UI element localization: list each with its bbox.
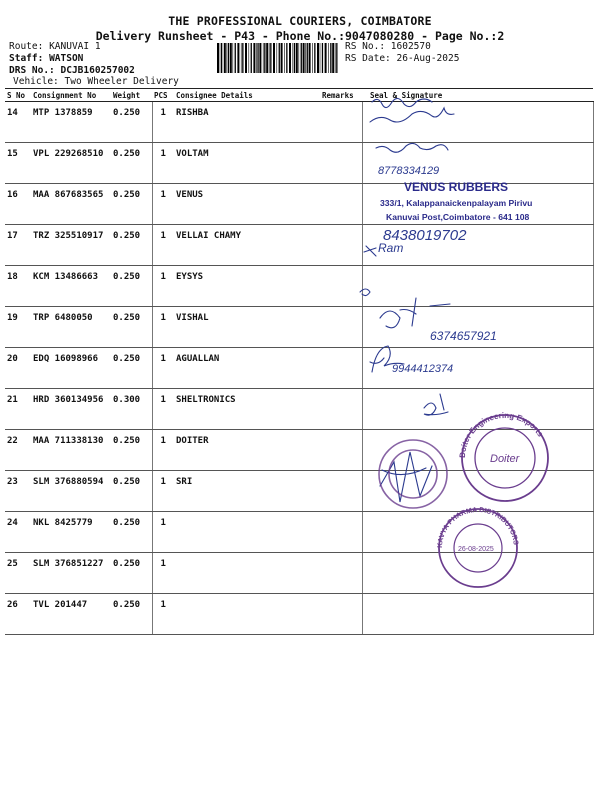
table-row (5, 430, 593, 471)
row-remarks (320, 225, 362, 266)
venus-stamp-address-2: Kanuvai Post,Coimbatore - 641 108 (386, 212, 530, 222)
barcode-bar (269, 43, 270, 73)
barcode-bar (303, 43, 305, 73)
row-remarks (320, 348, 362, 389)
handwritten-name-row17: Ram (378, 241, 404, 255)
table-row (5, 225, 593, 266)
row-remarks (320, 512, 362, 553)
row-consignment-no: TRZ 325510917 (31, 225, 111, 266)
barcode-bar (309, 43, 311, 73)
barcode-bar (266, 43, 268, 73)
table-row (5, 389, 593, 430)
row-seal-signature (362, 307, 593, 348)
row-remarks (320, 307, 362, 348)
table-row (5, 143, 593, 184)
pharma-stamp-date: 26-08-2025 (458, 546, 494, 553)
barcode-bar (263, 43, 264, 73)
row-pcs: 1 (152, 512, 174, 553)
row-seal-signature (362, 348, 593, 389)
doiter-stamp-ring-text: Doiter Engineering Exports (457, 410, 546, 459)
barcode-bar (256, 43, 257, 73)
table-row (5, 594, 593, 635)
row-pcs: 1 (152, 471, 174, 512)
row-sno: 18 (5, 266, 31, 307)
drs-label: DRS No.: (9, 65, 55, 76)
row-seal-signature (362, 512, 593, 553)
row-seal-signature (362, 225, 593, 266)
barcode-bar (301, 43, 302, 73)
row-weight: 0.250 (111, 225, 152, 266)
row-sno: 19 (5, 307, 31, 348)
row-weight: 0.250 (111, 266, 152, 307)
row-consignee: VISHAL (174, 307, 320, 348)
row-consignee (174, 512, 320, 553)
barcode-bar (314, 43, 315, 73)
row-consignee: SHELTRONICS (174, 389, 320, 430)
barcode-bar (221, 43, 222, 73)
barcode-bar (257, 43, 258, 73)
row-seal-signature (362, 471, 593, 512)
row-seal-signature (362, 184, 593, 225)
staff-line (9, 53, 83, 65)
barcode-bar (293, 43, 294, 73)
row-seal-signature (362, 389, 593, 430)
barcode-bar (294, 43, 295, 73)
row-weight: 0.250 (111, 184, 152, 225)
row-weight: 0.250 (111, 553, 152, 594)
row-consignment-no: KCM 13486663 (31, 266, 111, 307)
barcode-bar (296, 43, 298, 73)
barcode-bar (249, 43, 250, 73)
barcode-bar (220, 43, 221, 73)
row-consignee: VOLTAM (174, 143, 320, 184)
barcode-bar (289, 43, 291, 73)
row-weight: 0.250 (111, 471, 152, 512)
row-seal-signature (362, 594, 593, 635)
row-pcs: 1 (152, 553, 174, 594)
barcode-bar (320, 43, 321, 73)
row-pcs: 1 (152, 430, 174, 471)
barcode-bar (233, 43, 234, 73)
barcode-bar (281, 43, 283, 73)
row-weight: 0.250 (111, 430, 152, 471)
barcode-bar (286, 43, 287, 73)
route-value: KANUVAI 1 (49, 41, 101, 52)
barcode-bar (237, 43, 239, 73)
table-row (5, 184, 593, 225)
vehicle-label: Vehicle: (13, 76, 59, 87)
pharma-stamp-ring-text: KAVYA PHARMA DISTRIBUTORS (436, 506, 519, 549)
table-row (5, 553, 593, 594)
barcode-bar (325, 43, 327, 73)
barcode-bar (305, 43, 306, 73)
row-consignment-no: VPL 229268510 (31, 143, 111, 184)
row-consignee: VELLAI CHAMY (174, 225, 320, 266)
barcode-bar (242, 43, 243, 73)
staff-label: Staff: (9, 53, 44, 64)
table-row (5, 102, 593, 143)
row-consignee: RISHBA (174, 102, 320, 143)
row-seal-signature (362, 143, 593, 184)
table-header-row (5, 89, 593, 102)
barcode-bar (241, 43, 242, 73)
barcode-bar (336, 43, 337, 73)
col-sno: S No (5, 89, 31, 102)
col-seal-signature: Seal & Signature (362, 89, 593, 102)
row-sno: 23 (5, 471, 31, 512)
row-consignment-no: MAA 711338130 (31, 430, 111, 471)
barcode-bar (259, 43, 261, 73)
handwritten-number-row20: 9944412374 (392, 363, 454, 375)
barcode-bar (253, 43, 255, 73)
row-consignee: AGUALLAN (174, 348, 320, 389)
row-consignment-no: SLM 376851227 (31, 553, 111, 594)
col-consignment: Consignment No (31, 89, 111, 102)
row-remarks (320, 430, 362, 471)
row-seal-signature (362, 266, 593, 307)
rs-no-label: RS No.: (345, 41, 386, 52)
venus-stamp-address-1: 333/1, Kalappanaickenpalayam Pirivu (380, 198, 533, 208)
row-remarks (320, 594, 362, 635)
col-weight: Weight (111, 89, 152, 102)
row-consignment-no: TVL 201447 (31, 594, 111, 635)
row-remarks (320, 553, 362, 594)
barcode-bar (330, 43, 331, 73)
vehicle-value: Two Wheeler Delivery (64, 76, 179, 87)
handwritten-phone-row17: 8438019702 (383, 227, 467, 244)
row-seal-signature (362, 553, 593, 594)
row-remarks (320, 143, 362, 184)
barcode-bar (251, 43, 252, 73)
barcode-bar (307, 43, 308, 73)
row-pcs: 1 (152, 143, 174, 184)
row-sno: 25 (5, 553, 31, 594)
barcode-bar (312, 43, 313, 73)
row-weight: 0.250 (111, 143, 152, 184)
doiter-stamp-center: Doiter (490, 453, 520, 465)
drs-value: DCJB160257002 (60, 65, 135, 76)
route-line (9, 41, 101, 53)
barcode-bar (217, 43, 219, 73)
row-sno: 15 (5, 143, 31, 184)
row-consignee: VENUS (174, 184, 320, 225)
rs-date-label: RS Date: (345, 53, 391, 64)
row-consignee (174, 594, 320, 635)
barcode-bar (335, 43, 336, 73)
row-sno: 24 (5, 512, 31, 553)
col-consignee: Consignee Details (174, 89, 320, 102)
row-pcs: 1 (152, 307, 174, 348)
row-pcs: 1 (152, 266, 174, 307)
rs-no-value: 1602570 (390, 41, 431, 52)
row-weight: 0.250 (111, 307, 152, 348)
row-pcs: 1 (152, 348, 174, 389)
company-title: THE PROFESSIONAL COURIERS, COIMBATORE (168, 14, 432, 28)
barcode-bar (235, 43, 236, 73)
row-weight: 0.250 (111, 348, 152, 389)
barcode-bar (277, 43, 278, 73)
runsheet-table (5, 88, 594, 635)
rs-no-line (345, 41, 431, 53)
table-row (5, 307, 593, 348)
row-sno: 17 (5, 225, 31, 266)
barcode-bar (228, 43, 229, 73)
rs-date-line (345, 53, 459, 65)
barcode-bar (264, 43, 265, 73)
row-remarks (320, 102, 362, 143)
row-sno: 16 (5, 184, 31, 225)
row-weight: 0.250 (111, 102, 152, 143)
row-remarks (320, 184, 362, 225)
barcode-bar (299, 43, 300, 73)
col-remarks: Remarks (320, 89, 362, 102)
row-pcs: 1 (152, 102, 174, 143)
row-weight: 0.250 (111, 594, 152, 635)
table-row (5, 266, 593, 307)
barcode-bar (317, 43, 319, 73)
row-consignment-no: EDQ 16098966 (31, 348, 111, 389)
vehicle-line (13, 76, 179, 88)
barcode-bar (284, 43, 285, 73)
handwritten-phone-row19: 6374657921 (430, 329, 497, 343)
row-sno: 14 (5, 102, 31, 143)
row-consignee: EYSYS (174, 266, 320, 307)
row-consignment-no: NKL 8425779 (31, 512, 111, 553)
row-seal-signature (362, 430, 593, 471)
row-remarks (320, 471, 362, 512)
runsheet-subtitle: Delivery Runsheet - P43 - Phone No.:9047080280 - Page No.:2 (95, 29, 505, 43)
barcode-bar (322, 43, 323, 73)
col-pcs: PCS (152, 89, 174, 102)
row-consignment-no: HRD 360134956 (31, 389, 111, 430)
row-pcs: 1 (152, 389, 174, 430)
row-consignee: DOITER (174, 430, 320, 471)
row-remarks (320, 266, 362, 307)
row-sno: 21 (5, 389, 31, 430)
row-consignment-no: SLM 376880594 (31, 471, 111, 512)
row-seal-signature (362, 102, 593, 143)
row-consignment-no: MAA 867683565 (31, 184, 111, 225)
row-consignee: SRI (174, 471, 320, 512)
route-label: Route: (9, 41, 44, 52)
staff-value: WATSON (49, 53, 84, 64)
row-remarks (320, 389, 362, 430)
row-consignment-no: MTP 1378859 (31, 102, 111, 143)
barcode-bar (270, 43, 271, 73)
table-row (5, 348, 593, 389)
row-consignee (174, 553, 320, 594)
row-pcs: 1 (152, 225, 174, 266)
barcode-bar (224, 43, 226, 73)
barcode-bar (245, 43, 247, 73)
barcode-bar (230, 43, 232, 73)
venus-stamp-name: VENUS RUBBERS (404, 180, 509, 194)
barcode-bar (279, 43, 280, 73)
rs-date-value: 26-Aug-2025 (396, 53, 460, 64)
row-pcs: 1 (152, 594, 174, 635)
handwritten-phone-row15: 8778334129 (378, 165, 440, 177)
barcode-bar (227, 43, 228, 73)
row-consignment-no: TRP 6480050 (31, 307, 111, 348)
barcode-bar (273, 43, 275, 73)
row-pcs: 1 (152, 184, 174, 225)
barcode-bar (332, 43, 334, 73)
barcode-bar (328, 43, 329, 73)
row-sno: 26 (5, 594, 31, 635)
barcode-image (217, 43, 339, 73)
row-sno: 22 (5, 430, 31, 471)
row-weight: 0.250 (111, 512, 152, 553)
row-sno: 20 (5, 348, 31, 389)
row-weight: 0.300 (111, 389, 152, 430)
table-row (5, 512, 593, 553)
table-row (5, 471, 593, 512)
